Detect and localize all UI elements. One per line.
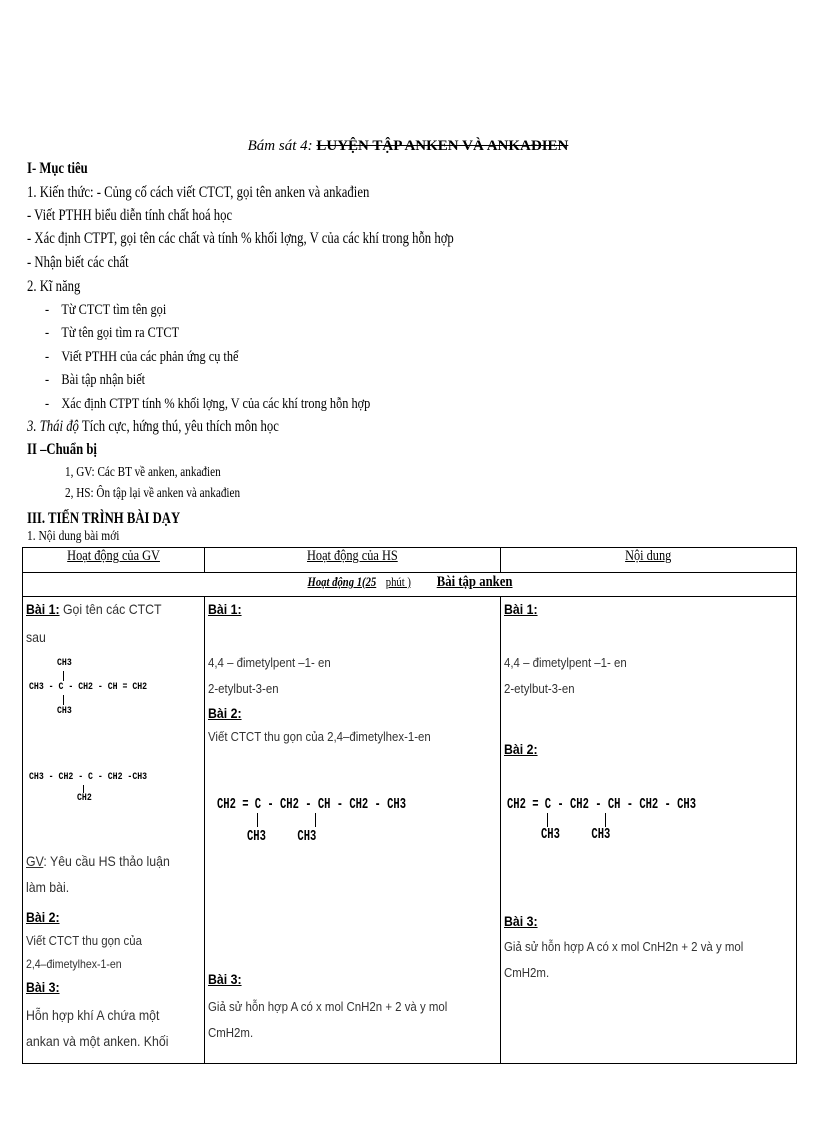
attitude-text: Tích cực, hứng thú, yêu thích môn học — [78, 418, 279, 435]
nd-chem-bond-2 — [605, 813, 606, 827]
hs-bai2-text: Viết CTCT thu gọn của 2,4–đimetylhex-1-en — [208, 729, 431, 744]
activity-unit: phút ) — [386, 574, 412, 589]
attitude-label: 3. Thái độ — [27, 418, 79, 435]
skills-label: 2. Kĩ năng — [27, 278, 81, 295]
gv-cell — [23, 597, 205, 1064]
activity-row — [23, 573, 797, 597]
preparation-gv: 1, GV: Các BT về anken, ankađien — [65, 465, 221, 480]
chem2-main-chain: CH3 - CH2 - C - CH2 -CH3 — [29, 772, 148, 783]
gv-bai3-label: Bài 3: — [26, 979, 60, 995]
skill-item: - Từ CTCT tìm tên gọi — [45, 302, 167, 318]
lesson-table — [22, 547, 797, 1064]
title-prefix: Bám sát 4: — [247, 138, 313, 154]
skill-item: - Viết PTHH của các phản ứng cụ thể — [45, 349, 239, 365]
chem1-main-chain: CH3 - C - CH2 - CH = CH2 — [29, 682, 148, 693]
skill-item: - Xác định CTPT tính % khối lợng, V của các khí trong hỗn hợp — [45, 396, 371, 412]
hs-bai1-label: Bài 1: — [208, 601, 242, 617]
chem2-bond — [83, 785, 84, 793]
knowledge-line-3: - Xác định CTPT, gọi tên các chất và tính % khối lợng, V của các khí trong hỗn hợp — [27, 230, 454, 247]
chem1-bond-top — [63, 671, 64, 681]
header-gv: Hoạt động của GV — [23, 548, 205, 573]
gv-instruction: GV: Yêu cầu HS thảo luận — [26, 853, 170, 869]
hs-bai3-label: Bài 3: — [208, 971, 242, 987]
nd-bai3-text: Giả sử hỗn hợp A có x mol CnH2n + 2 và y mol — [504, 939, 744, 954]
hs-bai3-text2: CmH2m. — [208, 1025, 254, 1040]
chem1-bond-bottom — [63, 695, 64, 705]
skill-item: - Bài tập nhận biết — [45, 372, 146, 388]
gv-bai2-text2: 2,4–đimetylhex-1-en — [26, 957, 122, 971]
hs-chem-bond-1 — [257, 813, 258, 827]
knowledge-label: 1. Kiến thức: — [27, 184, 94, 201]
hs-answer-1: 4,4 – đimetylpent –1- en — [208, 655, 331, 670]
preparation-hs: 2, HS: Ôn tập lại về anken và ankađien — [65, 486, 241, 501]
knowledge-text-1: - Củng cố cách viết CTCT, gọi tên anken và ankađien — [96, 184, 370, 201]
attitude-line — [27, 418, 279, 436]
gv-bai2-text: Viết CTCT thu gọn của — [26, 933, 142, 948]
gv-bai2-label: Bài 2: — [26, 909, 60, 925]
nd-chem-substituents: CH3 CH3 — [541, 826, 611, 843]
hs-chem-main-chain: CH2 = C - CH2 - CH - CH2 - CH3 — [217, 796, 407, 813]
knowledge-line-1 — [27, 184, 369, 202]
hs-bai3-text: Giả sử hỗn hợp A có x mol CnH2n + 2 và y mol — [208, 999, 448, 1014]
chem1-bottom-group: CH3 — [57, 706, 72, 717]
gv-bai1-text2: sau — [26, 629, 46, 645]
table-body-row — [23, 597, 797, 1064]
hs-cell — [205, 597, 501, 1064]
content-cell — [501, 597, 797, 1064]
nd-bai1-label: Bài 1: — [504, 601, 538, 617]
table-header-row — [23, 548, 797, 573]
nd-bai3-label: Bài 3: — [504, 913, 538, 929]
hs-answer-2: 2-etylbut-3-en — [208, 681, 279, 696]
nd-chem-main-chain: CH2 = C - CH2 - CH - CH2 - CH3 — [507, 796, 697, 813]
activity-label: Hoạt động 1(25 — [307, 574, 376, 589]
objectives-heading: I- Mục tiêu — [27, 160, 88, 177]
nd-chem-bond-1 — [547, 813, 548, 827]
title-main: LUYỆN TẬP ANKEN VÀ ANKAĐIEN — [316, 138, 569, 154]
nd-answer-2: 2-etylbut-3-en — [504, 681, 575, 696]
hs-chem-substituents: CH3 CH3 — [247, 828, 317, 845]
gv-bai3-text2: ankan và một anken. Khối — [26, 1033, 169, 1049]
activity-title: Bài tập anken — [436, 574, 513, 590]
header-hs: Hoạt động của HS — [205, 548, 501, 573]
gv-bai3-text: Hỗn hợp khí A chứa một — [26, 1007, 160, 1023]
hs-chem-bond-2 — [315, 813, 316, 827]
knowledge-line-4: - Nhận biết các chất — [27, 254, 129, 271]
hs-bai2-label: Bài 2: — [208, 705, 242, 721]
gv-instruction-2: làm bài. — [26, 879, 70, 895]
header-content: Nội dung — [501, 548, 797, 573]
nd-answer-1: 4,4 – đimetylpent –1- en — [504, 655, 627, 670]
chem1-top-group: CH3 — [57, 658, 72, 669]
chem2-bottom-group: CH2 — [77, 793, 92, 804]
preparation-heading: II –Chuẩn bị — [27, 441, 97, 458]
gv-bai1: Bài 1: Gọi tên các CTCT — [26, 601, 162, 617]
nd-bai2-label: Bài 2: — [504, 741, 538, 757]
activity-cell — [23, 573, 797, 597]
process-heading: III. TIẾN TRÌNH BÀI DẠY — [27, 510, 181, 527]
nd-bai3-text2: CmH2m. — [504, 965, 550, 980]
lesson-title — [0, 138, 816, 155]
knowledge-line-2: - Viết PTHH biểu diễn tính chất hoá học — [27, 207, 233, 224]
skill-item: - Từ tên gọi tìm ra CTCT — [45, 325, 180, 341]
process-sub: 1. Nội dung bài mới — [27, 529, 120, 544]
